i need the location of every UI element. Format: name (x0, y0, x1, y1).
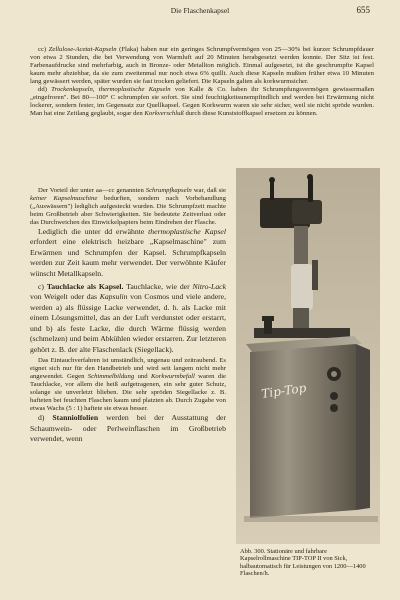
figure-caption: Abb. 300. Stationäre und fahrbare Kapselrollmaschine TIP-TOP II von Sick, halbautomatisch für Leistungen von 1200—1400 Flaschen/h. (240, 548, 366, 577)
running-title: Die Flaschenkapsel (170, 6, 230, 15)
paragraph-thermoplastisch: Lediglich die unter dd erwähnte thermoplastische Kapsel erfordert eine elektrisch heizbare „Kapselmaschine" zum Erwärmen und Schrumpfen der Kapsel. Schrumpfkapseln werden zur Zeit kaum mehr verwendet. Der verwöhnte Käufer wünscht Metallkapseln. (30, 226, 226, 278)
paragraph-vorteil: Der Vorteil der unter aa—cc genannten Schrumpfkapseln war, daß sie keiner Kapselmaschine bedurften, sondern nach Vorbehandlung („Auswässern") lediglich aufgesteckt wurden. Die Schrumpfzeit machte beim Großbetrieb aber Schwierigkeiten. Sie bedeutete Zeitverlust oder das Durchweichen des Einwickelpapiers beim Eindrehen der Flasche. (30, 187, 227, 226)
paragraph-eintauch: Das Eintauchverfahren ist umständlich, ungenau und zeitraubend. Es eignet sich nur für den Handbetrieb und wird seit langem nicht mehr angewendet. Gegen Schimmelbildung und Korkwurmbefall waren die Tauchlacke, vor allem die heiß aufgetragenen, ein sehr guter Schutz, solange sie unverletzt blieben. Die sehr spröden Siegellacke z. B. hafteten bei feuchten Flaschen kaum und platzten ab. Durch Zugabe von etwas Wachs (5 : 1) haftete sie etwas besser. (30, 357, 227, 413)
paragraph-stanniol: d) Stanniolfolien werden bei der Ausstattung der Schaumwein- oder Perlweinflaschen im Großbetrieb verwendet, wenn (30, 413, 227, 444)
paragraph-dd: dd) Trockenkapseln, thermoplastische Kapseln von Kalle & Co. haben ihr Schrumpfungsvermögen gewissermaßen „eingefroren". Bei 80—100° C schrumpfen sie sofort. Sie sind feuchtigkeitsunempfindlich und werden bei Erwärmung nicht lockerer, sondern fester, im Gegensatz zur Quellkapsel. Gegen Korkwurm waren sie sehr sicher, weil sie nicht spröde wurden. Man hat eine Zeitlang geglaubt, sogar den Korkverschluß durch diese Kunststoffkapsel ersetzen zu können. (30, 85, 375, 117)
full-width-text (30, 46, 374, 118)
page-number: 655 (356, 5, 370, 15)
paragraph-tauchlacke: c) Tauchlacke als Kapsel. Tauchlacke, wie der Nitro-Lack von Weigelt oder das Kapsulin von Cosmos und viele andere, werden a) als flüssige Lacke verwendet, d. h. als Lacke mit einem Lösungsmittel, das an der Luft verdunstet oder erstarrt, und b) als feste Lacke, die durch Wärme flüssig werden (schmelzen) und beim Abkühlen wieder erstarren. Zur letzteren gehört z. B. der alte Flaschenlack (Siegellack). (30, 281, 227, 354)
text-column (30, 187, 226, 445)
paragraph-cc: cc) Zellulose-Acetat-Kapseln (Flaka) haben nur ein geringes Schrumpfvermögen von 25—30% bei kurzer Schrumpfdauer von etwa 2 Stunden, die bei Verwendung von Warmluft auf 20 Minuten herabgesetzt werden konnte. Der Sitz ist fest. Farbenaufdrucke sind mehrfarbig, auch in Bronze- oder Metallton möglich. Einmal aufgesetzt, ist die geschrumpfte Kapsel kaum mehr abziehbar, da sie zum zweitenmal nur noch etwa 6% quillt. Auch diese Kapseln mußten früher etwa 10 Minuten lang gewässert werden, später wurden sie fast trocken geliefert. Die Kapseln galten als korkwurmsicher. (30, 46, 375, 85)
capsule-machine-illustration (236, 168, 380, 544)
machine-photo (236, 168, 380, 544)
page-header (30, 6, 370, 18)
machine-brand-label: Tip-Top (260, 380, 308, 401)
